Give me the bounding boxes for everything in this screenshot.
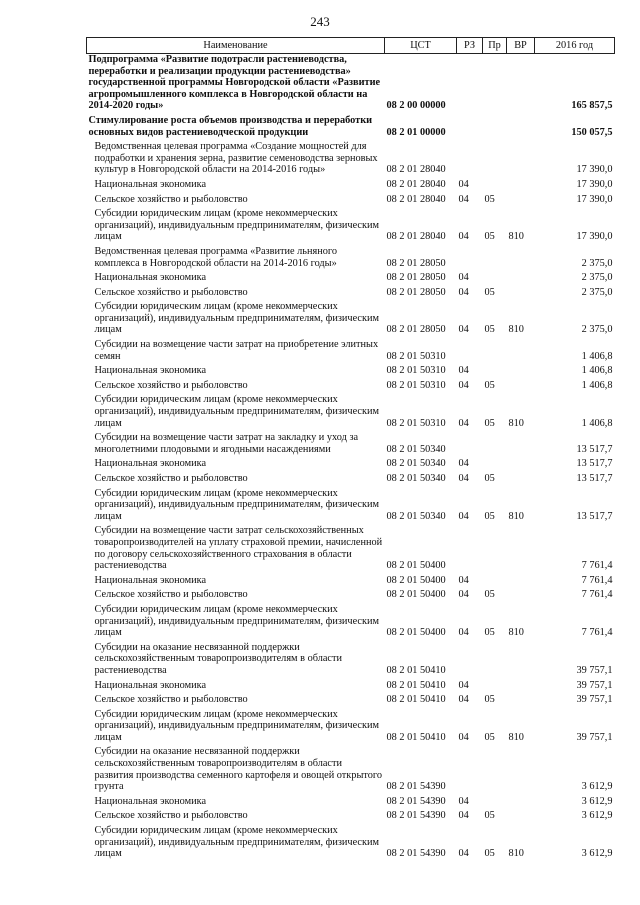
row-name: Национальная экономика (94, 272, 207, 284)
row-vr (507, 141, 535, 179)
row-cst: 08 2 01 50340 (386, 473, 446, 484)
row-cst: 08 2 01 50410 (386, 731, 446, 743)
row-cst: 08 2 01 28040 (386, 231, 446, 243)
row-cst: 08 2 01 50400 (386, 589, 446, 601)
row-vr: 810 (508, 417, 524, 429)
row-name: Субсидии юридическим лицам (кроме некоммерческих организаций), индивидуальным предпринимателям, физическим лицам (94, 208, 380, 243)
row-rz: 04 (458, 231, 469, 243)
row-vr (507, 642, 535, 680)
row-cst: 08 2 01 50340 (386, 510, 446, 522)
header-rz: РЗ (457, 38, 483, 54)
row-amount: 3 612,9 (581, 810, 613, 822)
row-rz: 04 (458, 178, 469, 190)
row-name: Национальная экономика (94, 365, 207, 377)
row-rz (457, 642, 483, 680)
row-amount: 13 517,7 (576, 473, 613, 484)
row-amount: 3 612,9 (581, 848, 613, 860)
row-name: Национальная экономика (94, 795, 207, 807)
table-row (87, 488, 615, 526)
row-rz: 04 (458, 694, 469, 706)
row-vr (507, 287, 535, 302)
row-pr (483, 680, 507, 695)
row-amount: 3 612,9 (581, 795, 613, 807)
row-pr: 05 (484, 324, 495, 336)
row-amount: 3 612,9 (581, 781, 613, 793)
row-vr (507, 575, 535, 590)
row-name: Подпрограмма «Развитие подотрасли растениеводства, переработки и реализации продукции растениеводства» государственной программы Новгородской области «Развитие агропромышленного комплекса в Новгородской области на 2014-2020 годы» (88, 54, 381, 112)
row-amount: 39 757,1 (576, 694, 613, 706)
table-row (87, 365, 615, 380)
row-pr: 05 (484, 417, 495, 429)
row-cst: 08 2 01 50400 (386, 627, 446, 639)
table-row (87, 432, 615, 458)
row-cst: 08 2 01 50310 (386, 417, 446, 429)
row-rz: 04 (458, 810, 469, 822)
table-row (87, 825, 615, 863)
row-rz: 04 (458, 272, 469, 284)
row-vr (507, 746, 535, 795)
row-rz: 04 (458, 193, 469, 205)
row-cst: 08 2 01 50340 (386, 458, 446, 470)
row-cst: 08 2 00 00000 (386, 100, 446, 112)
row-vr (507, 589, 535, 604)
budget-table (86, 37, 615, 863)
row-vr (507, 365, 535, 380)
row-vr: 810 (508, 627, 524, 639)
row-name: Сельское хозяйство и рыболовство (94, 589, 248, 601)
row-rz (457, 339, 483, 365)
row-cst: 08 2 01 50310 (386, 379, 446, 391)
row-pr (483, 54, 507, 115)
row-amount: 1 406,8 (581, 350, 613, 362)
row-pr: 05 (484, 589, 495, 601)
row-amount: 13 517,7 (576, 510, 613, 522)
table-row (87, 194, 615, 209)
row-amount: 1 406,8 (581, 417, 613, 429)
row-vr (507, 796, 535, 811)
table-row (87, 525, 615, 574)
row-pr: 05 (484, 231, 495, 243)
row-cst: 08 2 01 28040 (386, 178, 446, 190)
row-name: Субсидии юридическим лицам (кроме некоммерческих организаций), индивидуальным предпринимателям, физическим лицам (94, 603, 380, 639)
table-row (87, 115, 615, 141)
row-amount: 2 375,0 (581, 286, 613, 298)
row-pr (483, 525, 507, 574)
row-cst: 08 2 01 50400 (386, 560, 446, 572)
row-cst: 08 2 01 50410 (386, 694, 446, 706)
header-cst: ЦСТ (385, 38, 457, 54)
row-name: Национальная экономика (94, 458, 207, 470)
row-name: Субсидии юридическим лицам (кроме некоммерческих организаций), индивидуальным предпринимателям, физическим лицам (94, 708, 380, 743)
row-name: Субсидии на оказание несвязанной поддержки сельскохозяйственным товаропроизводителям в области развития производства семенного картофеля и овощей открытого грунта (94, 746, 382, 793)
row-pr (483, 432, 507, 458)
row-pr: 05 (484, 379, 495, 391)
row-rz (457, 746, 483, 795)
row-rz: 04 (458, 324, 469, 336)
row-rz: 04 (458, 795, 469, 807)
row-cst: 08 2 01 54390 (386, 810, 446, 822)
row-rz: 04 (458, 286, 469, 298)
table-row (87, 680, 615, 695)
row-amount: 2 375,0 (581, 257, 613, 269)
row-name: Сельское хозяйство и рыболовство (94, 193, 248, 205)
row-name: Ведомственная целевая программа «Развитие льняного комплекса в Новгородской области на 2014-2016 годы» (94, 245, 337, 269)
row-rz: 04 (458, 574, 469, 586)
row-name: Субсидии юридическим лицам (кроме некоммерческих организаций), индивидуальным предпринимателям, физическим лицам (94, 301, 380, 336)
row-rz: 04 (458, 731, 469, 743)
row-vr: 810 (508, 231, 524, 243)
table-row (87, 394, 615, 432)
table-row (87, 589, 615, 604)
row-rz: 04 (458, 510, 469, 522)
row-cst: 08 2 01 28050 (386, 286, 446, 298)
row-pr: 05 (484, 731, 495, 743)
row-pr (483, 458, 507, 473)
table-header-row (87, 38, 615, 54)
row-vr (507, 194, 535, 209)
row-name: Субсидии на возмещение части затрат на приобретение элитных семян (94, 339, 379, 362)
row-vr (507, 339, 535, 365)
row-vr (507, 115, 535, 141)
row-vr (507, 179, 535, 194)
row-cst: 08 2 01 28050 (386, 257, 446, 269)
table-row (87, 246, 615, 272)
row-pr: 05 (484, 627, 495, 639)
row-vr (507, 680, 535, 695)
row-amount: 13 517,7 (576, 458, 613, 470)
row-vr: 810 (508, 510, 524, 522)
row-vr (507, 473, 535, 488)
row-pr: 05 (484, 286, 495, 298)
row-name: Ведомственная целевая программа «Создание мощностей для подработки и хранения зерна, развитие семеноводства зерновых культур в Новгородской области на 2014-2016 годы» (94, 141, 378, 176)
row-rz (457, 246, 483, 272)
row-cst: 08 2 01 28050 (386, 272, 446, 284)
row-vr: 810 (508, 324, 524, 336)
row-name: Национальная экономика (94, 574, 207, 586)
row-cst: 08 2 01 50310 (386, 365, 446, 377)
row-pr (483, 365, 507, 380)
table-row (87, 796, 615, 811)
table-row (87, 339, 615, 365)
row-amount: 17 390,0 (576, 164, 613, 176)
row-pr (483, 246, 507, 272)
row-cst: 08 2 01 50310 (386, 350, 446, 362)
row-vr (507, 810, 535, 825)
page-number: 243 (310, 14, 330, 29)
row-amount: 165 857,5 (571, 100, 613, 112)
row-name: Субсидии юридическим лицам (кроме некоммерческих организаций), индивидуальным предпринимателям, физическим лицам (94, 394, 380, 429)
row-amount: 1 406,8 (581, 379, 613, 391)
row-cst: 08 2 01 00000 (386, 126, 446, 138)
table-row (87, 380, 615, 395)
row-vr (507, 272, 535, 287)
row-amount: 7 761,4 (581, 589, 613, 601)
row-pr (483, 141, 507, 179)
row-pr (483, 575, 507, 590)
row-vr (507, 525, 535, 574)
row-amount: 2 375,0 (581, 324, 613, 336)
table-row (87, 141, 615, 179)
row-cst: 08 2 01 54390 (386, 795, 446, 807)
row-amount: 1 406,8 (581, 365, 613, 377)
row-rz (457, 525, 483, 574)
table-row (87, 746, 615, 795)
table-row (87, 287, 615, 302)
row-name: Субсидии юридическим лицам (кроме некоммерческих организаций), индивидуальным предпринимателям, физическим лицам (94, 825, 380, 860)
header-vr: ВР (507, 38, 535, 54)
row-vr (507, 458, 535, 473)
header-pr: Пр (483, 38, 507, 54)
row-cst: 08 2 01 54390 (386, 781, 446, 793)
row-rz: 04 (458, 679, 469, 691)
row-vr (507, 432, 535, 458)
row-amount: 39 757,1 (576, 679, 613, 691)
row-amount: 150 057,5 (571, 126, 613, 138)
row-name: Сельское хозяйство и рыболовство (94, 286, 248, 298)
row-name: Субсидии на возмещение части затрат на закладку и уход за многолетними плодовыми и ягодными насаждениями (94, 432, 359, 455)
row-name: Субсидии юридическим лицам (кроме некоммерческих организаций), индивидуальным предпринимателям, физическим лицам (94, 487, 380, 522)
row-name: Сельское хозяйство и рыболовство (94, 694, 248, 706)
row-amount: 39 757,1 (576, 664, 613, 676)
table-row (87, 208, 615, 246)
row-pr: 05 (484, 810, 495, 822)
row-pr (483, 746, 507, 795)
row-cst: 08 2 01 50410 (386, 664, 446, 676)
row-rz (457, 432, 483, 458)
table-row (87, 694, 615, 709)
row-vr (507, 246, 535, 272)
table-body (87, 54, 615, 863)
row-vr (507, 54, 535, 115)
row-pr: 05 (484, 848, 495, 860)
row-cst: 08 2 01 50340 (386, 443, 446, 455)
row-amount: 7 761,4 (581, 627, 613, 639)
row-amount: 7 761,4 (581, 574, 613, 586)
row-pr (483, 179, 507, 194)
row-pr (483, 115, 507, 141)
row-amount: 2 375,0 (581, 272, 613, 284)
row-rz (457, 54, 483, 115)
row-rz: 04 (458, 379, 469, 391)
header-name: Наименование (87, 38, 385, 54)
table-row (87, 642, 615, 680)
row-name: Сельское хозяйство и рыболовство (94, 379, 248, 391)
row-vr (507, 380, 535, 395)
table-row (87, 301, 615, 339)
table-row (87, 810, 615, 825)
row-name: Сельское хозяйство и рыболовство (94, 473, 248, 484)
row-vr: 810 (508, 731, 524, 743)
row-cst: 08 2 01 28050 (386, 324, 446, 336)
row-name: Субсидии на оказание несвязанной поддержки сельскохозяйственным товаропроизводителям в области растениеводства (94, 641, 343, 676)
table-row (87, 604, 615, 642)
table-row (87, 179, 615, 194)
table-row (87, 54, 615, 115)
row-rz (457, 141, 483, 179)
row-name: Субсидии на возмещение части затрат сельскохозяйственных товаропроизводителей на уплату страховой премии, начисленной по договору сельскохозяйственного страхования в области растениеводства (94, 525, 383, 572)
row-rz: 04 (458, 365, 469, 377)
row-amount: 7 761,4 (581, 560, 613, 572)
row-amount: 17 390,0 (576, 193, 613, 205)
row-rz (457, 115, 483, 141)
table-row (87, 575, 615, 590)
row-rz: 04 (458, 458, 469, 470)
row-amount: 39 757,1 (576, 731, 613, 743)
row-rz: 04 (458, 627, 469, 639)
row-name: Стимулирование роста объемов производства и переработки основных видов растениеводческой продукции (88, 114, 373, 138)
row-pr: 05 (484, 473, 495, 484)
table-row (87, 473, 615, 488)
row-name: Сельское хозяйство и рыболовство (94, 810, 248, 822)
row-rz: 04 (458, 589, 469, 601)
row-pr: 05 (484, 694, 495, 706)
row-vr (507, 694, 535, 709)
row-pr: 05 (484, 193, 495, 205)
table-row (87, 458, 615, 473)
row-cst: 08 2 01 28040 (386, 164, 446, 176)
row-name: Национальная экономика (94, 178, 207, 190)
row-vr: 810 (508, 848, 524, 860)
row-pr: 05 (484, 510, 495, 522)
row-pr (483, 796, 507, 811)
row-rz: 04 (458, 473, 469, 484)
row-cst: 08 2 01 28040 (386, 193, 446, 205)
row-amount: 17 390,0 (576, 178, 613, 190)
row-cst: 08 2 01 50410 (386, 679, 446, 691)
row-cst: 08 2 01 50400 (386, 574, 446, 586)
row-rz: 04 (458, 848, 469, 860)
row-pr (483, 339, 507, 365)
row-rz: 04 (458, 417, 469, 429)
header-year: 2016 год (535, 38, 615, 54)
table-row (87, 272, 615, 287)
row-amount: 17 390,0 (576, 231, 613, 243)
row-amount: 13 517,7 (576, 443, 613, 455)
row-pr (483, 642, 507, 680)
row-name: Национальная экономика (94, 679, 207, 691)
row-cst: 08 2 01 54390 (386, 848, 446, 860)
row-pr (483, 272, 507, 287)
table-row (87, 709, 615, 747)
